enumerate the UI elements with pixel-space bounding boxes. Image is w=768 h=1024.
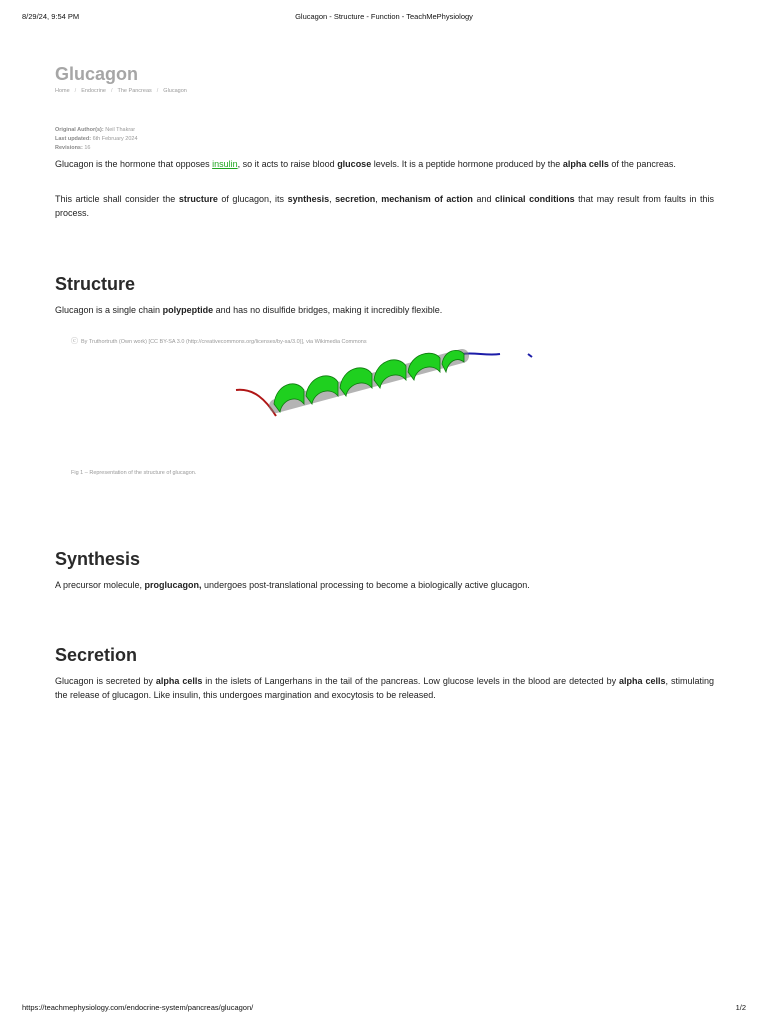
- breadcrumb-current: Glucagon: [163, 88, 187, 94]
- page-title: Glucagon: [55, 64, 139, 84]
- breadcrumb-endocrine-link[interactable]: Endocrine: [81, 88, 106, 94]
- author-name: Neil Thakrar: [105, 127, 136, 133]
- revisions-line: Revisions: 16: [55, 145, 91, 151]
- helix-ribbon: [274, 350, 464, 412]
- updated-date: 6th February 2024: [92, 136, 138, 142]
- breadcrumb: Home / Endocrine / The Pancreas / Glucagon: [55, 88, 187, 94]
- secretion-paragraph: Glucagon is secreted by alpha cells in the islets of Langerhans in the tail of the pancreas. Low glucose levels in the blood are detected by alpha cells, stimulating the release of glucagon. Like insulin, this undergoes margination and exocytosis to be released.: [55, 676, 714, 700]
- page-number: 1/2: [735, 1003, 746, 1012]
- article-meta: [55, 126, 138, 153]
- print-document-title: Glucagon - Structure - Function - TeachMePhysiology: [295, 12, 473, 21]
- print-header: [22, 12, 746, 24]
- figure-attribution: ⓒ By Truthortruth (Own work) [CC BY-SA 3.0 (http://creativecommons.org/licenses/by-sa/3.0)], via Wikimedia Commons: [71, 338, 367, 345]
- synthesis-paragraph: A precursor molecule, proglucagon, undergoes post-translational processing to become a biologically active glucagon.: [55, 580, 530, 590]
- synthesis-heading: Synthesis: [55, 549, 141, 569]
- page-url: https://teachmephysiology.com/endocrine-system/pancreas/glucagon/: [22, 1003, 254, 1012]
- structure-paragraph: Glucagon is a single chain polypeptide and has no disulfide bridges, making it incredibly flexible.: [55, 305, 443, 315]
- insulin-link[interactable]: insulin: [212, 159, 238, 169]
- breadcrumb-home-link[interactable]: Home: [55, 88, 70, 94]
- c-terminal-tip: [528, 354, 532, 357]
- updated-line: Last updated: 6th February 2024: [55, 136, 138, 142]
- intro-paragraph-2: This article shall consider the structure of glucagon, its synthesis, secretion, mechanism of action and clinical conditions that may result from faults in this process.: [55, 194, 714, 218]
- creative-commons-icon: ⓒ: [71, 338, 78, 345]
- structure-heading: Structure: [55, 274, 136, 294]
- print-datetime: 8/29/24, 9:54 PM: [22, 12, 80, 21]
- breadcrumb-pancreas-link[interactable]: The Pancreas: [117, 88, 152, 94]
- glucagon-helix-image: [230, 348, 540, 428]
- intro-paragraph-1: Glucagon is the hormone that opposes insulin, so it acts to raise blood glucose levels. It is a peptide hormone produced by the alpha cells of the pancreas.: [55, 159, 676, 169]
- author-line: Original Author(s): Neil Thakrar: [55, 127, 136, 133]
- secretion-heading: Secretion: [55, 645, 138, 665]
- revisions-count: 16: [84, 145, 91, 151]
- figure-caption: Fig 1 – Representation of the structure of glucagon.: [71, 470, 197, 476]
